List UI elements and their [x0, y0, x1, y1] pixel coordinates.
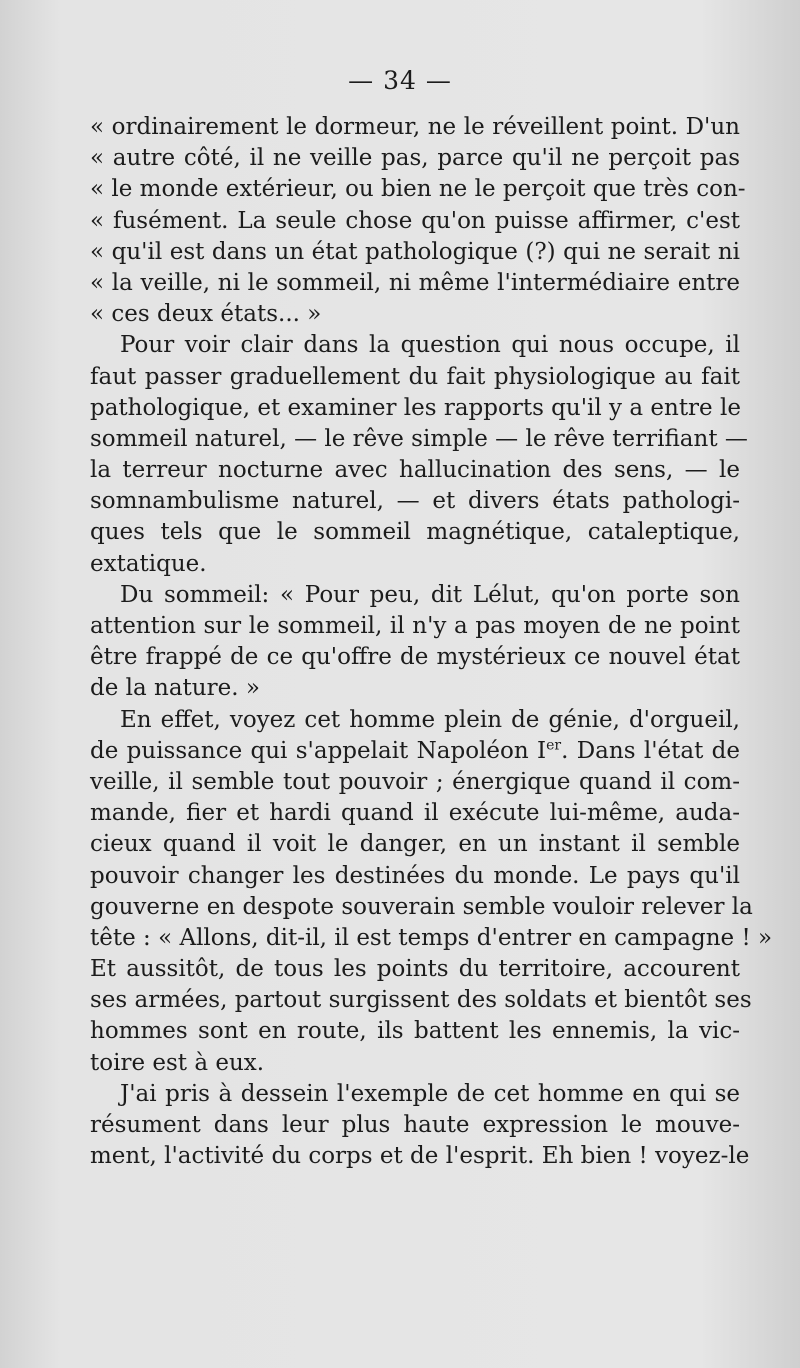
text-line: attention sur le sommeil, il n'y a pas moyen de ne point: [90, 613, 740, 639]
text-line: pathologique, et examiner les rapports qu'il y a entre le: [90, 394, 741, 421]
roman-numeral: I: [537, 737, 547, 764]
text-line: J'ai pris à dessein l'exemple de cet homme en qui se: [120, 1080, 740, 1107]
text-line: de la nature. »: [90, 675, 260, 702]
text-line: la terreur nocturne avec hallucination des sens, — le: [90, 457, 740, 484]
text-line: « la veille, ni le sommeil, ni même l'intermédiaire entre: [90, 269, 740, 296]
text-line: ment, l'activité du corps et de l'esprit. Eh bien ! voyez-le: [90, 1143, 750, 1170]
text-line: Du sommeil: « Pour peu, dit Lélut, qu'on porte son: [120, 581, 740, 608]
text-line: cieux quand il voit le danger, en un instant il semble: [90, 831, 740, 858]
text-line: « qu'il est dans un état pathologique (?) qui ne serait ni: [90, 238, 740, 265]
text-line: gouverne en despote souverain semble vouloir relever la: [90, 893, 753, 920]
page-number: — 34 —: [348, 66, 452, 95]
text-line: hommes sont en route, ils battent les ennemis, la vic-: [90, 1018, 740, 1045]
text-line: « autre côté, il ne veille pas, parce qu'il ne perçoit pas: [90, 145, 740, 172]
text-line: faut passer graduellement du fait physiologique au fait: [90, 363, 740, 390]
text-line: être frappé de ce qu'offre de mystérieux ce nouvel état: [90, 644, 740, 671]
text-line: pouvoir changer les destinées du monde. Le pays qu'il: [90, 862, 740, 889]
text-line: mande, fier et hardi quand il exécute lui-même, auda-: [90, 800, 740, 827]
text-line: tête : « Allons, dit-il, il est temps d'entrer en campagne ! »: [90, 924, 773, 951]
text-line: Pour voir clair dans la question qui nous occupe, il: [120, 332, 740, 359]
body-text: [90, 112, 773, 1172]
text-line: [90, 736, 740, 767]
text-line: ses armées, partout surgissent des soldats et bientôt ses: [90, 987, 752, 1014]
text-line: « fusément. La seule chose qu'on puisse affirmer, c'est: [90, 207, 740, 234]
text-line: veille, il semble tout pouvoir ; énergique quand il com-: [90, 768, 740, 795]
text-line: somnambulisme naturel, — et divers états pathologi-: [90, 488, 740, 515]
text-line: « ordinairement le dormeur, ne le réveillent point. D'un: [90, 114, 740, 140]
text-line: En effet, voyez cet homme plein de génie, d'orgueil,: [120, 706, 740, 733]
superscript: er: [546, 737, 562, 754]
text-line: Et aussitôt, de tous les points du territoire, accourent: [90, 956, 740, 983]
text-line: « le monde extérieur, ou bien ne le perçoit que très con-: [90, 176, 746, 203]
text-line: ques tels que le sommeil magnétique, cataleptique,: [90, 519, 740, 546]
text-line: toire est à eux.: [90, 1049, 265, 1076]
text-segment: de puissance qui s'appelait Napoléon: [90, 737, 538, 764]
text-line: « ces deux états... »: [90, 301, 322, 328]
text-line: résument dans leur plus haute expression le mouve-: [90, 1112, 740, 1138]
text-line: extatique.: [90, 550, 207, 577]
text-line: sommeil naturel, — le rêve simple — le rêve terrifiant —: [90, 425, 748, 452]
text-segment: . Dans l'état de: [561, 737, 740, 764]
